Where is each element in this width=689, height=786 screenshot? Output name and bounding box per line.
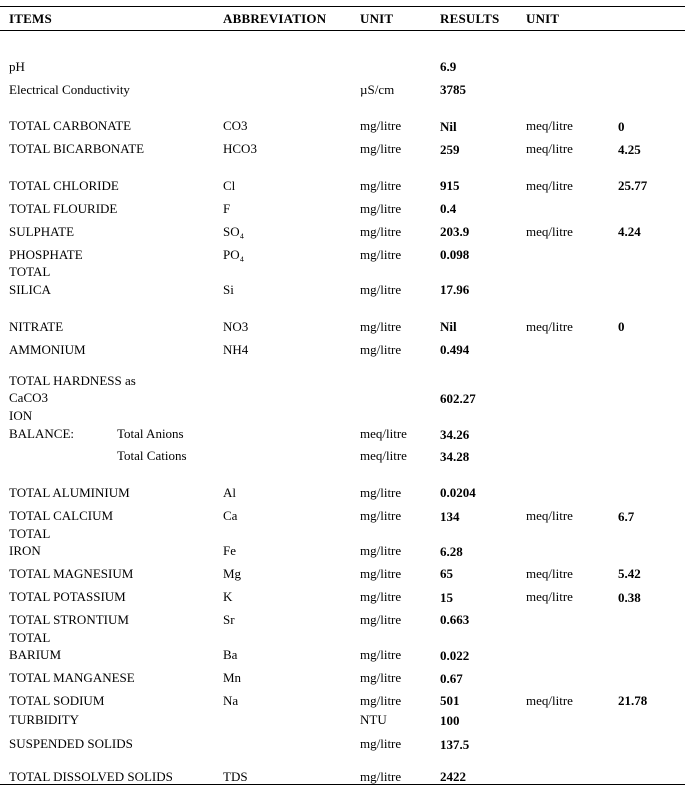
row-potassium-unit: mg/litre bbox=[360, 589, 402, 604]
row-ph-result: 6.9 bbox=[440, 59, 457, 74]
header-abbreviation: ABBREVIATION bbox=[223, 11, 327, 26]
row-magnesium-unit: mg/litre bbox=[360, 566, 402, 581]
row-potassium-item: TOTAL POTASSIUM bbox=[9, 589, 126, 604]
row-calcium-item: TOTAL CALCIUM bbox=[9, 508, 114, 523]
row-sulphate-unit: mg/litre bbox=[360, 224, 402, 239]
row-anions-result: 34.26 bbox=[440, 427, 470, 442]
header-unit: UNIT bbox=[360, 11, 394, 26]
row-chloride-result: 915 bbox=[440, 178, 460, 193]
row-potassium-meq: 0.38 bbox=[618, 590, 641, 605]
row-aluminium-unit: mg/litre bbox=[360, 485, 402, 500]
row-ammonium-result: 0.494 bbox=[440, 342, 470, 357]
row-manganese-result: 0.67 bbox=[440, 671, 463, 686]
row-silica-unit: mg/litre bbox=[360, 282, 402, 297]
row-hardness-item-line2: CaCO3 bbox=[9, 390, 48, 405]
row-phosphate-unit: mg/litre bbox=[360, 247, 402, 262]
row-sodium-abbr: Na bbox=[223, 693, 239, 708]
row-nitrate-abbr: NO3 bbox=[223, 319, 249, 334]
row-carbonate-meq: 0 bbox=[618, 119, 625, 134]
row-potassium-result: 15 bbox=[440, 590, 453, 605]
row-chloride-item: TOTAL CHLORIDE bbox=[9, 178, 119, 193]
row-ph-item: pH bbox=[9, 59, 25, 74]
row-bicarbonate-abbr: HCO3 bbox=[223, 141, 257, 156]
row-calcium-result: 134 bbox=[440, 509, 460, 524]
row-magnesium-result: 65 bbox=[440, 566, 453, 581]
row-bicarbonate-meq: 4.25 bbox=[618, 142, 641, 157]
row-ammonium-item: AMMONIUM bbox=[9, 342, 86, 357]
row-barium-unit: mg/litre bbox=[360, 647, 402, 662]
row-cations-result: 34.28 bbox=[440, 449, 470, 464]
row-potassium-unit2: meq/litre bbox=[526, 589, 573, 604]
row-iron-abbr: Fe bbox=[223, 543, 236, 558]
row-calcium-unit: mg/litre bbox=[360, 508, 402, 523]
row-sulphate-meq: 4.24 bbox=[618, 224, 641, 239]
row-carbonate-unit2: meq/litre bbox=[526, 118, 573, 133]
row-manganese-unit: mg/litre bbox=[360, 670, 402, 685]
row-sulphate-result: 203.9 bbox=[440, 224, 470, 239]
row-phosphate-item: PHOSPHATE bbox=[9, 247, 83, 262]
row-calcium-meq: 6.7 bbox=[618, 509, 635, 524]
row-barium-abbr: Ba bbox=[223, 647, 238, 662]
row-ion-balance-line2: BALANCE: bbox=[9, 426, 74, 441]
row-carbonate-abbr: CO3 bbox=[223, 118, 248, 133]
row-chloride-abbr: Cl bbox=[223, 178, 236, 193]
row-turbidity-unit: NTU bbox=[360, 712, 387, 727]
row-turbidity-item: TURBIDITY bbox=[9, 712, 80, 727]
row-sulphate-abbr: SO₄ bbox=[223, 224, 245, 239]
row-tds-abbr: TDS bbox=[223, 769, 248, 784]
row-silica-abbr: Si bbox=[223, 282, 234, 297]
row-sulphate-unit2: meq/litre bbox=[526, 224, 573, 239]
row-aluminium-result: 0.0204 bbox=[440, 485, 476, 500]
row-sodium-unit2: meq/litre bbox=[526, 693, 573, 708]
header-results: RESULTS bbox=[440, 11, 500, 26]
row-aluminium-item: TOTAL ALUMINIUM bbox=[9, 485, 130, 500]
row-magnesium-unit2: meq/litre bbox=[526, 566, 573, 581]
row-sodium-item: TOTAL SODIUM bbox=[9, 693, 105, 708]
row-flouride-result: 0.4 bbox=[440, 201, 457, 216]
row-flouride-item: TOTAL FLOURIDE bbox=[9, 201, 118, 216]
row-magnesium-abbr: Mg bbox=[223, 566, 242, 581]
row-silica-item-line1: TOTAL bbox=[9, 264, 51, 279]
row-hardness-item-line1: TOTAL HARDNESS as bbox=[9, 373, 136, 388]
row-strontium-unit: mg/litre bbox=[360, 612, 402, 627]
row-barium-result: 0.022 bbox=[440, 648, 470, 663]
row-manganese-abbr: Mn bbox=[223, 670, 242, 685]
row-carbonate-item: TOTAL CARBONATE bbox=[9, 118, 132, 133]
row-iron-unit: mg/litre bbox=[360, 543, 402, 558]
row-sodium-result: 501 bbox=[440, 693, 460, 708]
row-strontium-item: TOTAL STRONTIUM bbox=[9, 612, 129, 627]
row-hardness-result: 602.27 bbox=[440, 391, 476, 406]
row-cations-label: Total Cations bbox=[117, 448, 187, 463]
row-ammonium-unit: mg/litre bbox=[360, 342, 402, 357]
row-chloride-unit2: meq/litre bbox=[526, 178, 573, 193]
row-anions-label: Total Anions bbox=[117, 426, 184, 441]
row-calcium-unit2: meq/litre bbox=[526, 508, 573, 523]
top-rule bbox=[0, 6, 685, 7]
row-silica-result: 17.96 bbox=[440, 282, 470, 297]
bottom-rule bbox=[0, 784, 685, 785]
row-nitrate-item: NITRATE bbox=[9, 319, 64, 334]
row-flouride-abbr: F bbox=[223, 201, 231, 216]
row-suspended-item: SUSPENDED SOLIDS bbox=[9, 736, 133, 751]
row-silica-item-line2: SILICA bbox=[9, 282, 51, 297]
row-sulphate-item: SULPHATE bbox=[9, 224, 75, 239]
row-tds-result: 2422 bbox=[440, 769, 466, 784]
row-strontium-abbr: Sr bbox=[223, 612, 235, 627]
header-unit-meq: UNIT bbox=[526, 11, 560, 26]
row-sodium-unit: mg/litre bbox=[360, 693, 402, 708]
row-suspended-result: 137.5 bbox=[440, 737, 470, 752]
row-calcium-abbr: Ca bbox=[223, 508, 238, 523]
row-aluminium-abbr: Al bbox=[223, 485, 236, 500]
header-rule bbox=[0, 30, 685, 31]
row-bicarbonate-unit2: meq/litre bbox=[526, 141, 573, 156]
row-carbonate-unit: mg/litre bbox=[360, 118, 402, 133]
row-tds-item: TOTAL DISSOLVED SOLIDS bbox=[9, 769, 173, 784]
row-bicarbonate-unit: mg/litre bbox=[360, 141, 402, 156]
row-tds-unit: mg/litre bbox=[360, 769, 402, 784]
row-phosphate-abbr: PO₄ bbox=[223, 247, 245, 262]
row-barium-item-line1: TOTAL bbox=[9, 630, 51, 645]
row-carbonate-result: Nil bbox=[440, 119, 457, 134]
row-bicarbonate-item: TOTAL BICARBONATE bbox=[9, 141, 145, 156]
row-potassium-abbr: K bbox=[223, 589, 233, 604]
row-nitrate-unit: mg/litre bbox=[360, 319, 402, 334]
row-ammonium-abbr: NH4 bbox=[223, 342, 249, 357]
row-magnesium-meq: 5.42 bbox=[618, 566, 641, 581]
row-ec-unit: µS/cm bbox=[360, 82, 395, 97]
row-nitrate-unit2: meq/litre bbox=[526, 319, 573, 334]
row-manganese-item: TOTAL MANGANESE bbox=[9, 670, 135, 685]
row-anions-unit: meq/litre bbox=[360, 426, 407, 441]
row-bicarbonate-result: 259 bbox=[440, 142, 460, 157]
row-iron-item-line1: TOTAL bbox=[9, 526, 51, 541]
row-turbidity-result: 100 bbox=[440, 713, 460, 728]
row-chloride-meq: 25.77 bbox=[618, 178, 648, 193]
row-nitrate-meq: 0 bbox=[618, 319, 625, 334]
row-ion-balance-line1: ION bbox=[9, 408, 33, 423]
row-chloride-unit: mg/litre bbox=[360, 178, 402, 193]
row-sodium-meq: 21.78 bbox=[618, 693, 648, 708]
row-iron-item-line2: IRON bbox=[9, 543, 41, 558]
row-cations-unit: meq/litre bbox=[360, 448, 407, 463]
row-ec-result: 3785 bbox=[440, 82, 466, 97]
row-suspended-unit: mg/litre bbox=[360, 736, 402, 751]
row-ec-item: Electrical Conductivity bbox=[9, 82, 130, 97]
header-items: ITEMS bbox=[9, 11, 52, 26]
row-barium-item-line2: BARIUM bbox=[9, 647, 62, 662]
row-phosphate-result: 0.098 bbox=[440, 247, 470, 262]
row-nitrate-result: Nil bbox=[440, 319, 457, 334]
row-magnesium-item: TOTAL MAGNESIUM bbox=[9, 566, 134, 581]
row-flouride-unit: mg/litre bbox=[360, 201, 402, 216]
row-strontium-result: 0.663 bbox=[440, 612, 470, 627]
row-iron-result: 6.28 bbox=[440, 544, 463, 559]
